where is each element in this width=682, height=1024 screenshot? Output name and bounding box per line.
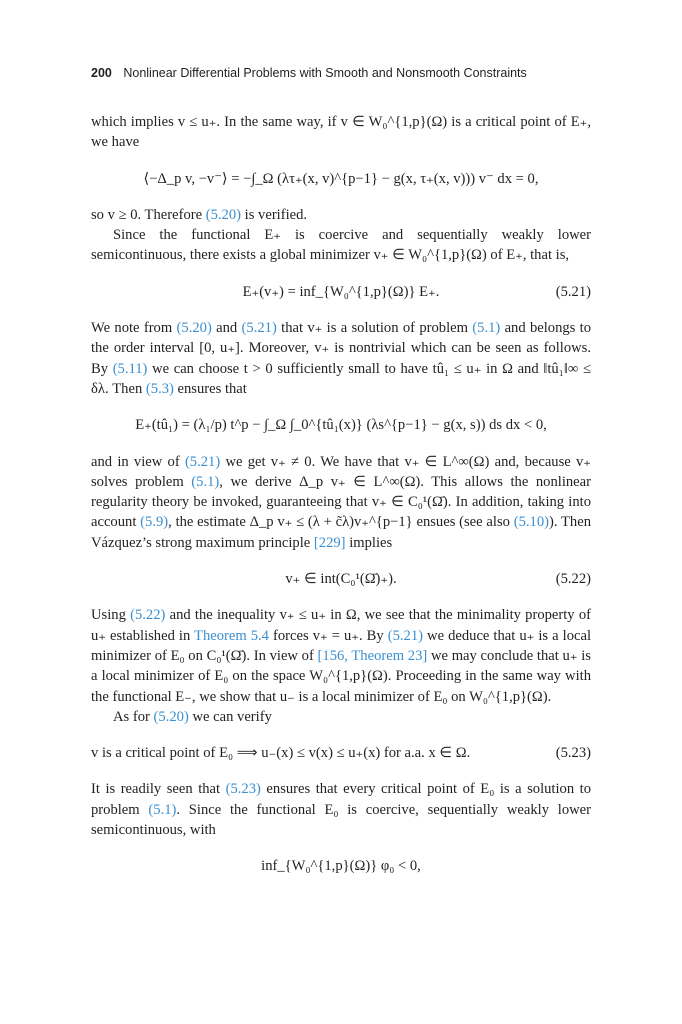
- text-span: We note from: [91, 320, 173, 337]
- ref-link[interactable]: (5.21): [184, 453, 221, 470]
- text-span: . Since the functional E₀ is coercive, sequentially weakly lower semicontinuous, with: [91, 801, 591, 839]
- paragraph-5: [91, 452, 591, 553]
- text-span: ensures that every critical point of E₀ is a solution to problem: [91, 781, 591, 818]
- ref-link[interactable]: (5.20): [205, 206, 241, 223]
- paragraph-3: [91, 225, 591, 266]
- text-span: we have: [91, 134, 140, 151]
- equation-text: v₊ ∈ int(C₀¹(Ω̄)₊).: [285, 571, 397, 588]
- paragraph-6: [91, 605, 591, 706]
- text-span: forces v₊ = u₊. By: [273, 627, 384, 644]
- ref-link[interactable]: (5.1): [472, 320, 501, 337]
- ref-link[interactable]: (5.1): [148, 801, 177, 818]
- text-span: implies: [349, 534, 393, 551]
- ref-link[interactable]: (5.11): [112, 360, 148, 377]
- text-span: ensures that: [177, 380, 247, 397]
- equation-text: ⟨−Δ_p v, −v⁻⟩ = −∫_Ω (λτ₊(x, v)^{p−1} − g(x, τ₊(x, v))) v⁻ dx = 0,: [143, 170, 539, 187]
- ref-link[interactable]: (5.22): [130, 607, 166, 624]
- page-number: 200: [91, 66, 112, 80]
- ref-link[interactable]: (5.23): [225, 781, 261, 798]
- ref-link[interactable]: (5.9): [140, 514, 169, 531]
- text-span: It is readily seen that: [91, 781, 221, 798]
- text-span: we can verify: [192, 708, 272, 725]
- equation-text: E₊(v₊) = inf_{W₀^{1,p}(Ω)} E₊.: [242, 283, 440, 300]
- equation-infimum: [91, 856, 591, 876]
- text-span: , we derive Δ_p v₊ ∈ L^∞(Ω). This allows the nonlinear regularity theory be invoked, guaranteeing that v₊ ∈ C₀¹(Ω̄). In addition, taking into account: [91, 473, 591, 531]
- equation-5-22: [91, 569, 591, 589]
- ref-link[interactable]: (5.20): [176, 320, 212, 337]
- equation-5-21: [91, 282, 591, 302]
- paragraph-4: [91, 318, 591, 399]
- equation-text: v is a critical point of E₀ ⟹ u₋(x) ≤ v(x) ≤ u₊(x) for a.a. x ∈ Ω.: [91, 745, 471, 762]
- text-span: is verified.: [244, 206, 308, 223]
- text-span: we can choose t > 0 sufficiently small to have tû₁ ≤ u₊ in Ω and ‖tû₁‖∞ ≤ δλ. Then: [91, 360, 591, 397]
- text-span: ). Then Vázquez’s strong maximum principle: [91, 514, 591, 551]
- ref-link[interactable]: (5.20): [153, 708, 189, 725]
- text-span: which implies v ≤ u₊. In the same way, if v ∈ W₀^{1,p}(Ω) is a critical point of E₊,: [91, 114, 591, 130]
- equation-energy: [91, 415, 591, 435]
- ref-link[interactable]: (5.10): [513, 514, 549, 531]
- ref-link[interactable]: (5.21): [241, 320, 277, 337]
- equation-tag: (5.22): [555, 571, 591, 588]
- ref-link[interactable]: [229]: [313, 534, 346, 551]
- paragraph-1: [91, 112, 591, 153]
- paragraph-8: [91, 779, 591, 840]
- ref-link[interactable]: [156, Theorem 23]: [317, 647, 428, 664]
- equation-tag: (5.23): [555, 745, 591, 762]
- text-span: Since the functional E₊ is coercive and sequentially weakly lower semicontinuous, there exists a global minimizer v₊ ∈ W₀^{1,p}(Ω) of E₊, that is,: [91, 227, 591, 264]
- text-span: Using: [91, 607, 126, 624]
- text-span: , the estimate Δ_p v₊ ≤ (λ + c̃λ)v₊^{p−1} ensues (see also: [168, 514, 510, 531]
- running-title: Nonlinear Differential Problems with Smooth and Nonsmooth Constraints: [123, 66, 527, 80]
- text-span: and the inequality v₊ ≤ u₊ in Ω, we see that the minimality property of u₊ established in: [91, 607, 591, 644]
- paragraph-2: [91, 205, 591, 225]
- ref-link[interactable]: (5.1): [191, 473, 220, 490]
- ref-link[interactable]: (5.3): [145, 380, 174, 397]
- text-span: and belongs to the order interval [0, u₊]. Moreover, v₊ is nontrivial which can be seen as follows. By: [91, 320, 592, 377]
- equation-tag: (5.21): [555, 283, 591, 300]
- text-span: that v₊ is a solution of problem: [281, 320, 468, 337]
- text-span: so v ≥ 0. Therefore: [91, 206, 203, 223]
- equation-text: inf_{W₀^{1,p}(Ω)} φ₀ < 0,: [261, 858, 421, 875]
- equation-5-23: [91, 743, 591, 763]
- running-header: [91, 66, 527, 80]
- text-span: As for: [113, 708, 150, 725]
- text-span: we may conclude that u₊ is a local minimizer of E₀ on the space W₀^{1,p}(Ω). Proceeding in the same way with the functional E₋, we show that u₋ is a local minimizer of E₀ on W₀^{1,p}(Ω).: [91, 647, 591, 705]
- text-span: we deduce that u₊ is a local minimizer of E₀ on C₀¹(Ω̄). In view of: [91, 627, 591, 664]
- page-body: [91, 112, 591, 893]
- text-span: and: [216, 320, 238, 337]
- equation-text: E₊(tû₁) = (λ₁/p) t^p − ∫_Ω ∫_0^{tû₁(x)} (λs^{p−1} − g(x, s)) ds dx < 0,: [135, 417, 547, 434]
- text-span: and in view of: [91, 453, 180, 470]
- equation-critical-point: [91, 169, 591, 189]
- paragraph-7: [91, 707, 591, 727]
- ref-link[interactable]: Theorem 5.4: [194, 627, 269, 644]
- text-span: we get v₊ ≠ 0. We have that v₊ ∈ L^∞(Ω) and, because v₊ solves problem: [91, 453, 591, 490]
- ref-link[interactable]: (5.21): [387, 627, 423, 644]
